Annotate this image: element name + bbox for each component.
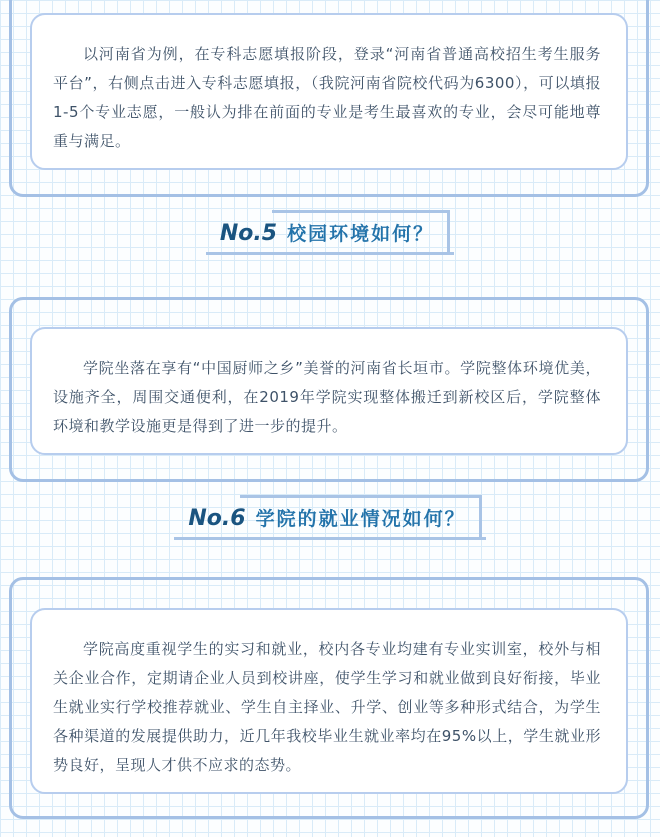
answer-card: [30, 13, 628, 170]
answer-paragraph: 以河南省为例，在专科志愿填报阶段，登录“河南省普通高校招生考生服务平台”，右侧点击进入专科志愿填报，（我院河南省院校代码为6300），可以填报1-5个专业志愿，一般认为排在前面的专业是考生最喜欢的专业，会尽可能地尊重与满足。: [53, 45, 601, 150]
answer-paragraph: 学院坐落在享有“中国厨师之乡”美誉的河南省长垣市。学院整体环境优美，设施齐全，周围交通便利，在2019年学院实现整体搬迁到新校区后，学院整体环境和教学设施更是得到了进一步的提升。: [53, 359, 601, 435]
question-heading-no5: [206, 210, 454, 257]
question-heading-no6: [174, 495, 485, 542]
question-number: No.5: [219, 221, 278, 246]
answer-paragraph: 学院高度重视学生的实习和就业，校内各专业均建有专业实训室，校外与相关企业合作，定期请企业人员到校讲座，使学生学习和就业做到良好衔接，毕业生就业实行学校推荐就业、学生自主择业、升学、创业等多种形式结合，为学生各种渠道的发展提供助力，近几年我校毕业生就业率均在95%以上，学生就业形势良好，呈现人才供不应求的态势。: [53, 640, 601, 774]
answer-panel-campus: [9, 297, 649, 482]
answer-panel-volunteer: [9, 0, 649, 197]
answer-card: [30, 608, 628, 794]
answer-panel-employment: [9, 577, 649, 819]
answer-card: [30, 327, 628, 455]
question-number: No.6: [188, 506, 246, 531]
question-title: 校园环境如何？: [287, 223, 435, 245]
question-title: 学院的就业情况如何？: [255, 508, 466, 530]
